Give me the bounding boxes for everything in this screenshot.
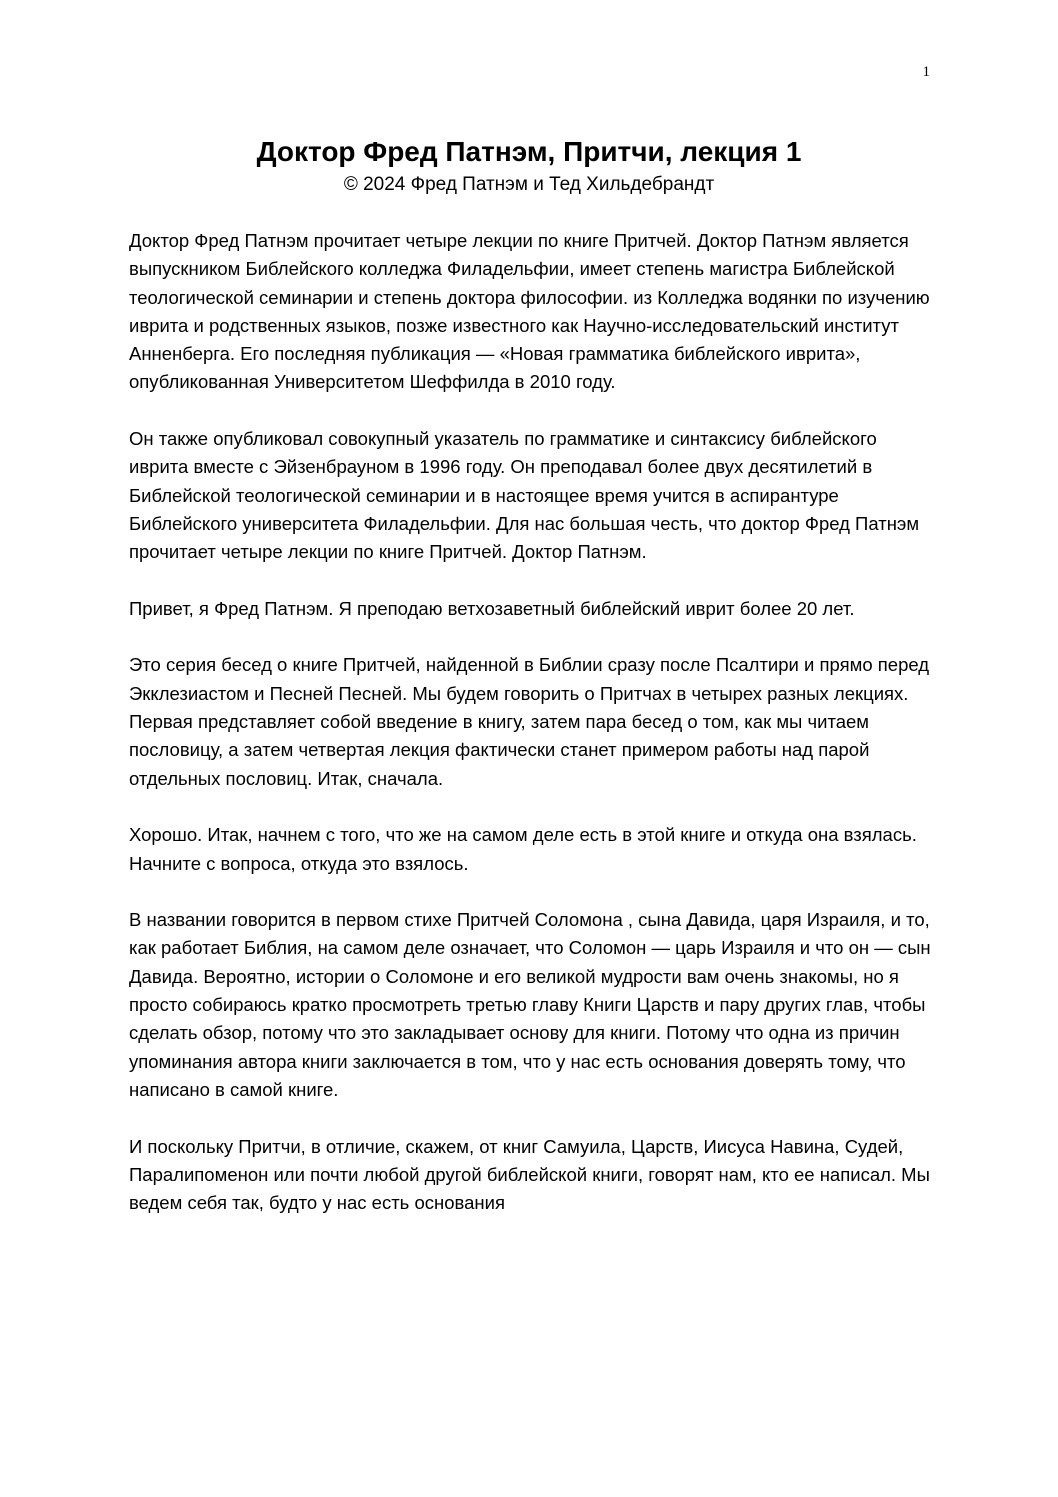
- document-subtitle: © 2024 Фред Патнэм и Тед Хильдебрандт: [343, 174, 715, 195]
- page-number: 1: [922, 64, 930, 80]
- paragraph: Это серия бесед о книге Притчей, найденной в Библии сразу после Псалтири и прямо перед Экклезиастом и Песней Песней. Мы будем говорить о Притчах в четырех разных лекциях. Первая представляет собой введение в книгу, затем пара бесед о том, как мы читаем пословицу, а затем четвертая лекция фактически станет примером работы над парой отдельных пословиц. Итак, сначала.: [129, 654, 930, 789]
- paragraph: Привет, я Фред Патнэм. Я преподаю ветхозаветный библейский иврит более 20 лет.: [129, 597, 855, 619]
- document-title: Доктор Фред Патнэм, Притчи, лекция 1: [256, 136, 802, 167]
- paragraph: Хорошо. Итак, начнем с того, что же на самом деле есть в этой книге и откуда она взялась. Начните с вопроса, откуда это взялось.: [129, 824, 917, 874]
- paragraph: В названии говорится в первом стихе Притчей Соломона , сына Давида, царя Израиля, и то, как работает Библия, на самом деле означает, что Соломон — царь Израиля и что он — сын Давида. Вероятно, истории о Соломоне и его великой мудрости вам очень знакомы, но я просто собираюсь кратко просмотреть третью главу Книги Царств и пару других глав, чтобы сделать обзор, потому что это закладывает основу для книги. Потому что одна из причин упоминания автора книги заключается в том, что у нас есть основания доверять тому, что написано в самой книге.: [129, 909, 931, 1100]
- paragraph: Доктор Фред Патнэм прочитает четыре лекции по книге Притчей. Доктор Патнэм является выпускником Библейского колледжа Филадельфии, имеет степень магистра Библейской теологической семинарии и степень доктора философии. из Колледжа водянки по изучению иврита и родственных языков, позже известного как Научно-исследовательский институт Анненберга. Его последняя публикация — «Новая грамматика библейского иврита», опубликованная Университетом Шеффилда в 2010 году.: [129, 230, 930, 393]
- document-body: [129, 227, 939, 1246]
- paragraph: Он также опубликовал совокупный указатель по грамматике и синтаксису библейского иврита вместе с Эйзенбрауном в 1996 году. Он преподавал более двух десятилетий в Библейской теологической семинарии и в настоящее время учится в аспирантуре Библейского университета Филадельфии. Для нас большая честь, что доктор Фред Патнэм прочитает четыре лекции по книге Притчей. Доктор Патнэм.: [129, 428, 920, 563]
- paragraph: И поскольку Притчи, в отличие, скажем, от книг Самуила, Царств, Иисуса Навина, Судей, Паралипоменон или почти любой другой библейской книги, говорят нам, кто ее написал. Мы ведем себя так, будто у нас есть основания: [129, 1135, 930, 1214]
